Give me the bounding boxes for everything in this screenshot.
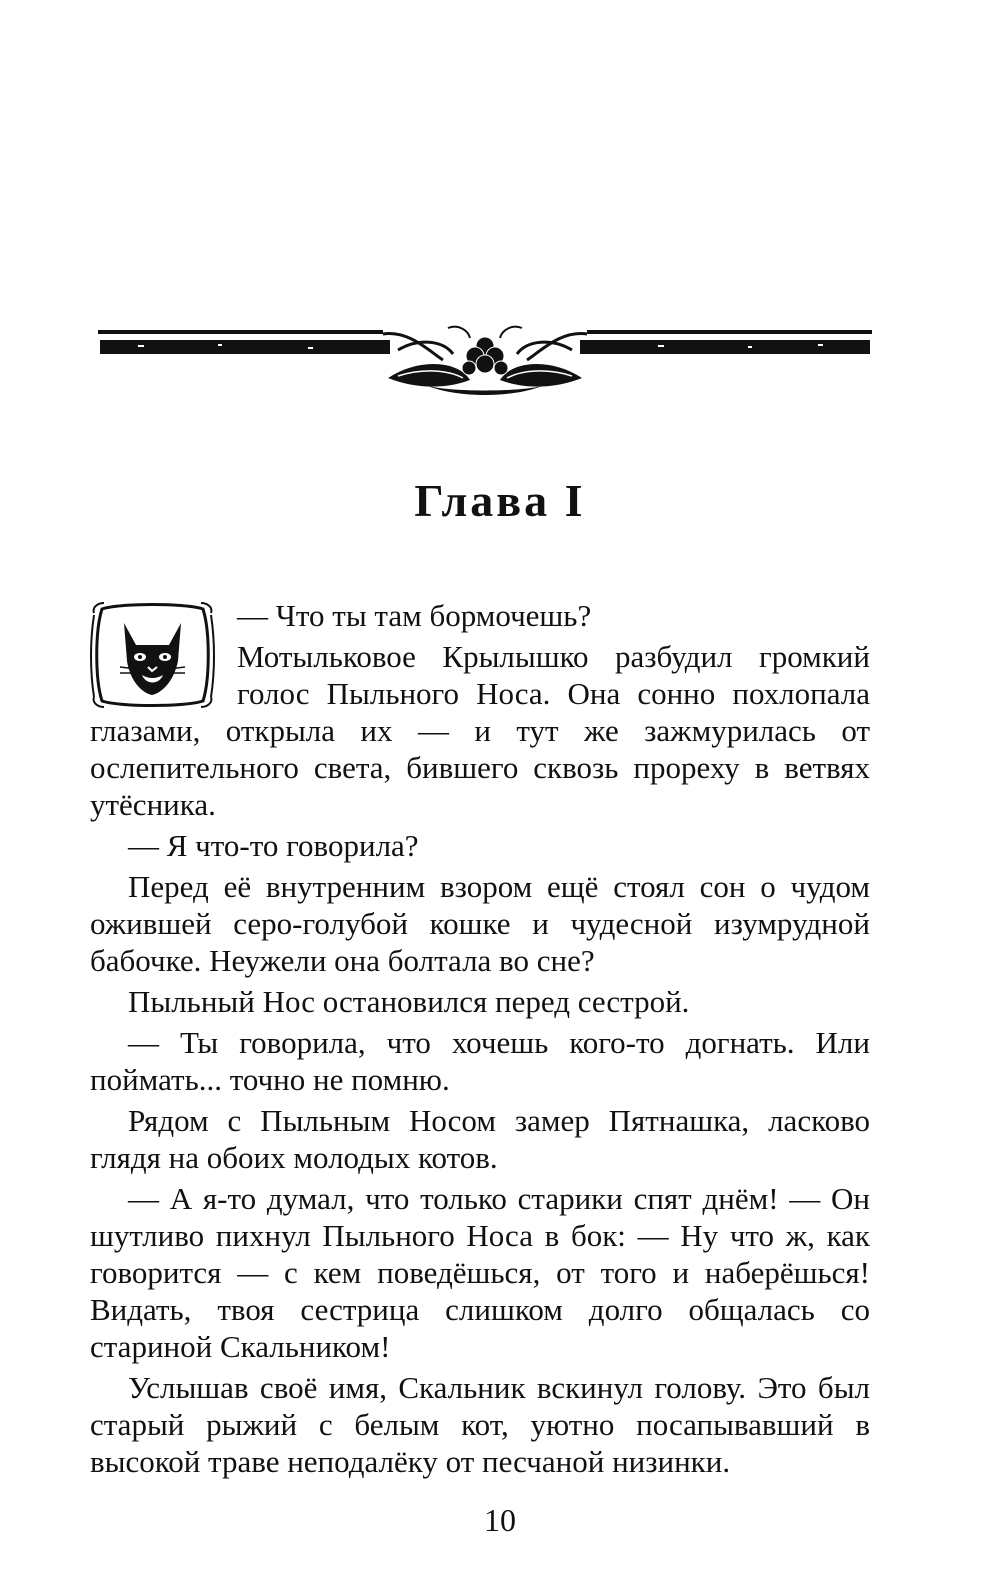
paragraph: Пыльный Нос остановился перед сестрой. (128, 984, 690, 1019)
chapter-text (90, 597, 870, 1484)
paragraph: Перед её внутренним взором ещё стоял сон о чудом ожившей серо-голубой кошке и чудесной изумрудной бабочке. Неужели она болтала во сне? (90, 869, 870, 978)
paragraph: — Что ты там бормочешь? (237, 598, 592, 633)
page-number: 10 (484, 1502, 516, 1538)
chapter-ornament (98, 320, 872, 400)
paragraph: Услышав своё имя, Скальник вскинул голову. Это был старый рыжий с белым кот, уютно посапывавший в высокой траве неподалёку от песчаной низинки. (90, 1370, 870, 1479)
paragraph: — Ты говорила, что хочешь кого-то догнать. Или поймать... точно не помню. (90, 1025, 870, 1097)
paragraph: Мотыльковое Крылышко разбудил громкий голос Пыльного Носа. Она сонно похлопала глазами, открыла их — и тут же зажмурилась от ослепительного света, бившего сквозь прореху в ветвях утёсника. (90, 639, 870, 822)
chapter-title: Глава I (414, 475, 586, 526)
paragraph: Рядом с Пыльным Носом замер Пятнашка, ласково глядя на обоих молодых котов. (90, 1103, 870, 1175)
cat-face-vignette-icon (90, 601, 215, 709)
paragraph: — А я-то думал, что только старики спят днём! — Он шутливо пихнул Пыльного Носа в бок: — Ну что ж, как говорится — с кем поведёшься, от того и наберёшься! Видать, твоя сестрица слишком долго общалась со стариной Скальником! (90, 1181, 870, 1364)
paragraph: — Я что-то говорила? (128, 828, 419, 863)
